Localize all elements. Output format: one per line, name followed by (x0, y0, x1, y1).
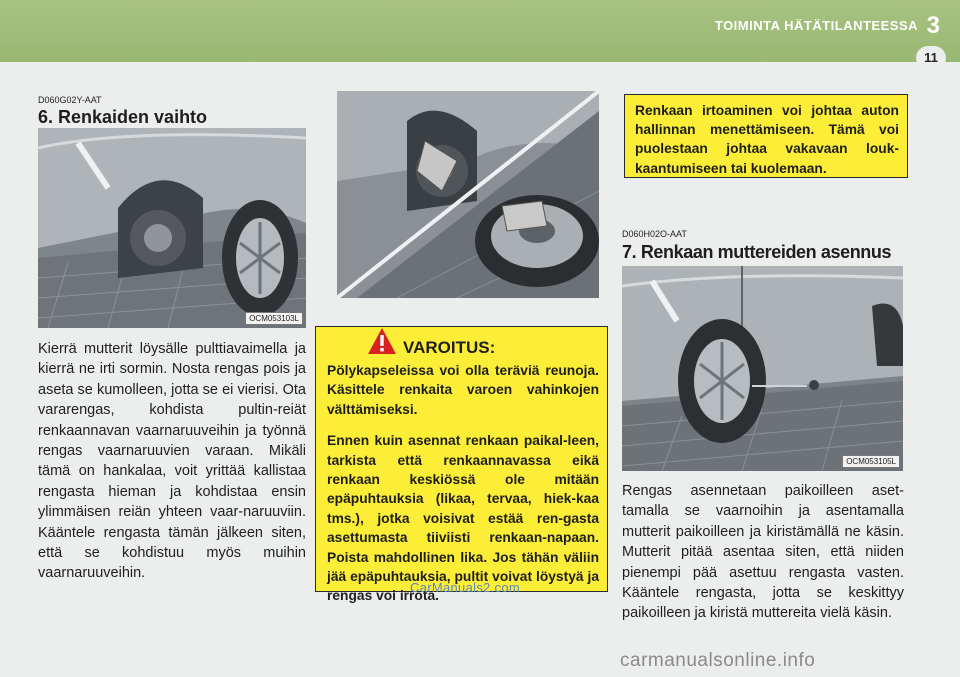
warning-paragraph-2: Ennen kuin asennat renkaan paikal-leen, tarkista että renkaannavassa eikä renkaan keskiössä ole mitään epäpuhtauksia (likaa, tervaa, hiek-kaa tms.), jotka voisivat estää ren-gasta asettumasta tiiviisti renkaan-napaan. Poista mahdollinen lika. Jos tähän väliin jää epäpuhtauksia, pultit voivat löystyä ja rengas voi irrota. (327, 433, 599, 604)
warning-paragraph-1: Pölykapseleissa voi olla teräviä reunoja. Käsittele renkaita varoen vahinkojen välttämiseksi. (327, 363, 599, 417)
warning-box (315, 326, 608, 604)
tire-removal-photo (38, 128, 306, 328)
section6-code: D060G02Y-AAT (38, 95, 102, 105)
chapter-number: 3 (926, 12, 940, 39)
watermark-carmanualsonline: carmanualsonline.info (620, 650, 816, 671)
photo-code-label: OCM053105L (842, 455, 900, 468)
section7-code: D060H02O-AAT (622, 229, 687, 239)
warning-title: VAROITUS: (403, 338, 496, 357)
section7-title: 7. Renkaan muttereiden asennus (622, 242, 892, 262)
warning-triangle-icon (367, 327, 397, 353)
danger-note-box: Renkaan irtoaminen voi johtaa auton hallinnan menettämiseen. Tämä voi puolestaan johtaa vakavaan louk-kaantumiseen tai kuolemaan. (624, 94, 908, 178)
page-number: 11 (916, 46, 946, 70)
photo-code-label: OCM053103L (245, 312, 303, 325)
chapter-title: TOIMINTA HÄTÄTILANTEESSA (714, 18, 918, 33)
section7-body: Rengas asennetaan paikoilleen aset-tamalla se vaarnoihin ja asentamalla mutterit paikoilleen ja kiristämällä ne käsin. Mutterit pitää asentaa siten, että niiden pienempi pää asettuu rengasta vasten. Kääntele rengasta, jotta se keskittyy paikoilleen ja kiristä muttereita vielä käsin. (622, 483, 904, 622)
watermark-carmanuals2: CarManuals2.com (410, 580, 520, 595)
section6-body: Kierrä mutterit löysälle pulttiavaimella ja kierrä ne irti sormin. Nosta rengas pois ja aseta se kumolleen, jotta se ei vierisi. Ota vararengas, kohdista pultin-reiät renkaannavan vaarnaruuveihin ja työnnä rengas vaarnaruuvien varaan. Mikäli tämä on hankalaa, voit yrittää kallistaa rengasta hieman ja kohdistaa ensin ylimmäisen reiän yhteen vaar-naruuviin. Kääntele rengasta tämän jälkeen siten, että se kohdistuu myös muihin vaarnaruuveihin. (38, 341, 306, 582)
nut-install-photo (622, 266, 903, 471)
hub-cleaning-photo (337, 91, 599, 298)
section6-title: 6. Renkaiden vaihto (38, 107, 208, 127)
